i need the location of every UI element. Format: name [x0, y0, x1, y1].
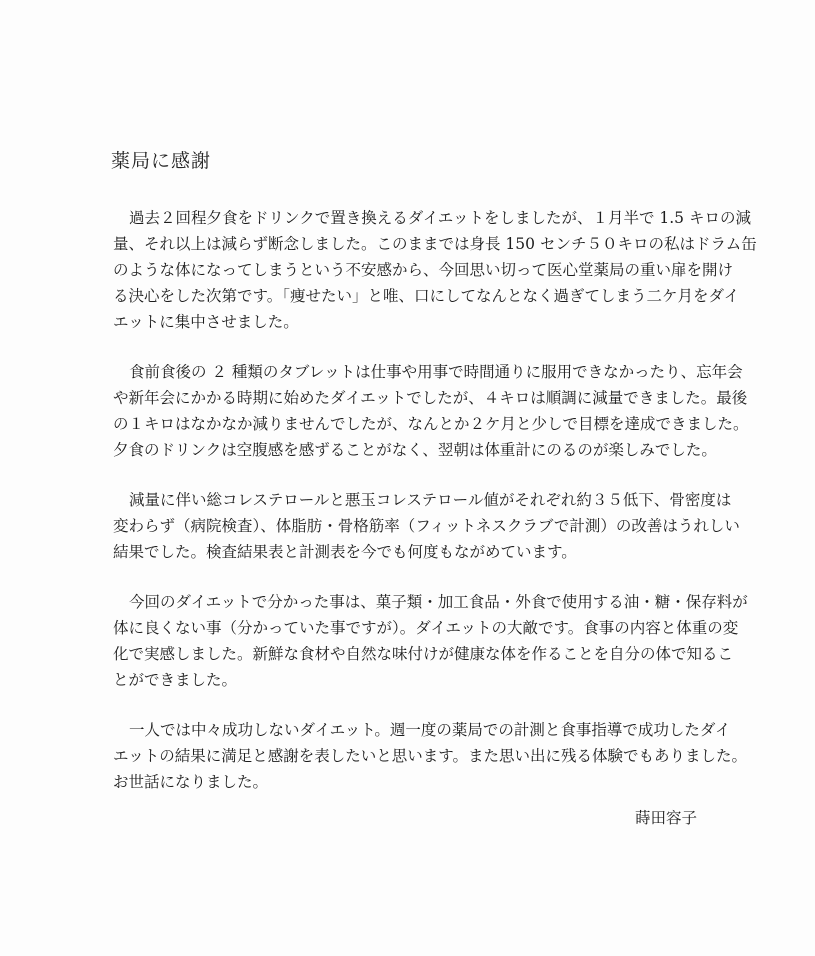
letter-title: 薬局に感謝	[111, 150, 212, 172]
text-line: 結果でした。検査結果表と計測表を今でも何度もながめています。	[113, 543, 577, 561]
text-line: エットの結果に満足と感謝を表したいと思います。また思い出に残る体験でもありました。	[113, 747, 747, 765]
author-signature: 蒔田容子	[635, 809, 698, 827]
text-line: る決心をした次第です。「痩せたい」と唯、口にしてなんとなく過ぎてしまう二ケ月をダイ	[113, 287, 740, 305]
text-line: や新年会にかかる時期に始めたダイエットでしたが、４キロは順調に減量できました。最後	[113, 389, 748, 407]
letter-body	[113, 205, 757, 819]
text-line: エットに集中させました。	[113, 313, 299, 331]
text-line: 化で実感しました。新鮮な食材や自然な味付けが健康な体を作ることを自分の体で知るこ	[113, 645, 734, 663]
paragraph-5	[113, 717, 747, 795]
text-line: 今回のダイエットで分かった事は、菓子類・加工食品・外食で使用する油・糖・保存料が	[129, 593, 748, 611]
text-line: のような体になってしまうという不安感から、今回思い切って医心堂薬局の重い扉を開け	[113, 261, 734, 279]
paragraph-4	[113, 589, 748, 693]
paragraph-3	[113, 487, 740, 565]
text-line: 食前食後の ２ 種類のタブレットは仕事や用事で時間通りに服用できなかったり、忘年会	[129, 363, 743, 381]
text-line: 体に良くない事（分かっていた事ですが）。ダイエットの大敵です。食事の内容と体重の変	[113, 619, 739, 637]
text-line: 量、それ以上は減らず断念しました。このままでは身長 150 センチ５０キロの私はドラム缶	[113, 235, 757, 253]
paragraph-1	[113, 205, 757, 335]
text-line: 変わらず（病院検査）、体脂肪・骨格筋率（フィットネスクラブで計測）の改善はうれしい	[113, 517, 740, 535]
text-line: 減量に伴い総コレステロールと悪玉コレステロール値がそれぞれ約３５低下、骨密度は	[129, 491, 732, 509]
text-line: 過去２回程夕食をドリンクで置き換えるダイエットをしましたが、１月半で 1.5 キロの減	[129, 209, 751, 227]
text-line: の１キロはなかなか減りませんでしたが、なんとか２ケ月と少しで目標を達成できました。	[113, 415, 749, 433]
text-line: お世話になりました。	[113, 773, 269, 791]
text-line: 夕食のドリンクは空腹感を感ずることがなく、翌朝は体重計にのるのが楽しみでした。	[113, 441, 717, 459]
text-line: 一人では中々成功しないダイエット。週一度の薬局での計測と食事指導で成功したダイ	[129, 721, 731, 739]
paragraph-2	[113, 359, 749, 463]
text-line: とができました。	[113, 671, 238, 689]
